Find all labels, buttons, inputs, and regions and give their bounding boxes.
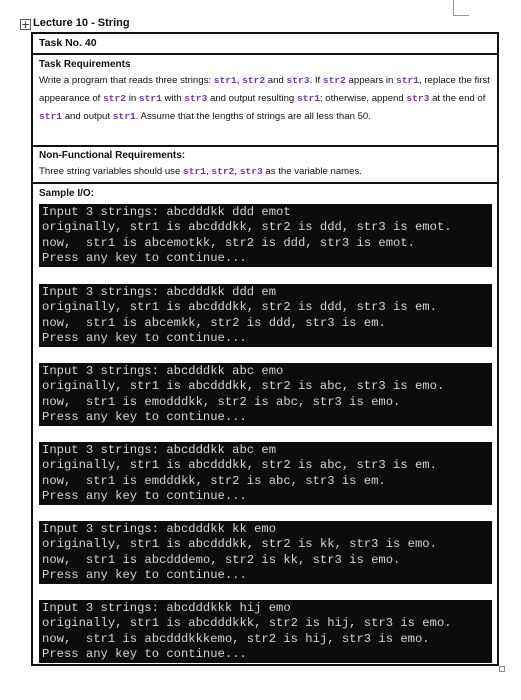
requirements-text	[39, 72, 491, 126]
nonfunctional-text	[39, 163, 491, 181]
console-line: originally, str1 is abcdddkkk, str2 is hij, str3 is emo.	[42, 616, 452, 631]
console-line: Input 3 strings: abcdddkk abc em	[42, 443, 277, 457]
console-line: Input 3 strings: abcdddkk ddd em	[42, 285, 277, 299]
lecture-title: Lecture 10 - String	[33, 17, 130, 29]
console-block	[39, 596, 491, 675]
variable-name: str2	[211, 166, 235, 177]
console-output	[39, 204, 492, 267]
console-line: Input 3 strings: abcdddkk abc emo	[42, 364, 284, 378]
sample-io-label: Sample I/O:	[39, 188, 95, 199]
console-block	[39, 280, 491, 359]
variable-name: str1	[213, 75, 237, 86]
text-segment: ,	[236, 75, 243, 86]
text-segment: , replace the first appearance of	[39, 75, 490, 104]
console-output	[39, 442, 492, 505]
console-block	[39, 438, 491, 517]
variable-name: str2	[322, 75, 346, 86]
console-line: now, str1 is abcdddkkkemo, str2 is hij, str3 is emo.	[42, 631, 430, 646]
table-move-handle-icon[interactable]: +	[21, 18, 31, 31]
task-number: Task No. 40	[39, 37, 97, 49]
console-line: now, str1 is abcdddemo, str2 is kk, str3 is emo.	[42, 552, 401, 567]
text-segment: ; otherwise, append	[319, 93, 407, 104]
console-block	[39, 517, 491, 596]
task-number-row	[33, 34, 497, 55]
variable-name: str2	[103, 93, 127, 104]
console-line: originally, str1 is abcdddkk, str2 is abc, str3 is em.	[42, 458, 437, 473]
text-segment: as the variable names.	[262, 166, 362, 177]
variable-name: str2	[242, 75, 266, 86]
console-list	[39, 201, 491, 675]
console-line: now, str1 is abcemotkk, str2 is ddd, str3 is emot.	[42, 235, 415, 250]
text-segment: in	[126, 93, 139, 104]
text-segment: ,	[234, 166, 240, 177]
console-line: Press any key to continue...	[42, 488, 247, 503]
text-segment: . Assume that the lengths of strings are all less than 50.	[135, 111, 371, 122]
console-line: Press any key to continue...	[42, 646, 247, 661]
console-output	[39, 363, 492, 426]
variable-name: str3	[184, 93, 208, 104]
text-segment: and	[265, 75, 287, 86]
table-resize-handle-icon[interactable]	[499, 666, 505, 672]
variable-name: str1	[112, 111, 136, 122]
console-line: now, str1 is emodddkk, str2 is abc, str3 is emo.	[42, 394, 401, 409]
console-block	[39, 201, 491, 280]
console-line: now, str1 is abcemkk, str2 is ddd, str3 is em.	[42, 315, 386, 330]
variable-name: str1	[39, 111, 63, 122]
console-output	[39, 600, 492, 663]
text-segment: and output resulting	[207, 93, 297, 104]
nonfunctional-row	[33, 147, 497, 184]
console-line: originally, str1 is abcdddkk, str2 is kk, str3 is emo.	[42, 537, 437, 552]
text-segment: Three string variables should use	[39, 166, 183, 177]
console-line: Press any key to continue...	[42, 409, 247, 424]
variable-name: str3	[406, 93, 430, 104]
requirements-label: Task Requirements	[39, 59, 131, 70]
text-segment: . If	[309, 75, 323, 86]
page-corner-mark	[453, 0, 469, 16]
console-output	[39, 284, 492, 347]
console-block	[39, 359, 491, 438]
variable-name: str1	[396, 75, 420, 86]
console-line: Input 3 strings: abcdddkkk hij emo	[42, 601, 291, 615]
text-segment: appears in	[345, 75, 396, 86]
console-line: originally, str1 is abcdddkk, str2 is ddd, str3 is em.	[42, 300, 437, 315]
variable-name: str1	[182, 166, 207, 177]
text-segment: ,	[206, 166, 212, 177]
console-line: originally, str1 is abcdddkk, str2 is abc, str3 is emo.	[42, 379, 445, 394]
console-line: Press any key to continue...	[42, 567, 247, 582]
text-segment: Write a program that reads three strings:	[39, 75, 214, 86]
variable-name: str1	[296, 93, 320, 104]
console-line: now, str1 is emdddkk, str2 is abc, str3 is em.	[42, 473, 386, 488]
nonfunctional-label: Non-Functional Requirements:	[39, 150, 186, 161]
requirements-row	[33, 55, 497, 147]
console-line: originally, str1 is abcdddkk, str2 is ddd, str3 is emot.	[42, 220, 452, 235]
sample-io-row	[33, 184, 497, 659]
text-segment: at the end of	[429, 93, 486, 104]
console-output	[39, 521, 492, 584]
task-table	[31, 32, 499, 666]
console-line: Press any key to continue...	[42, 250, 247, 265]
console-line: Input 3 strings: abcdddkk kk emo	[42, 522, 277, 536]
console-line: Input 3 strings: abcdddkk ddd emot	[42, 205, 291, 219]
text-segment: and output	[62, 111, 113, 122]
variable-name: str3	[286, 75, 310, 86]
variable-name: str3	[239, 166, 263, 177]
text-segment: with	[161, 93, 185, 104]
variable-name: str1	[138, 93, 162, 104]
console-line: Press any key to continue...	[42, 330, 247, 345]
